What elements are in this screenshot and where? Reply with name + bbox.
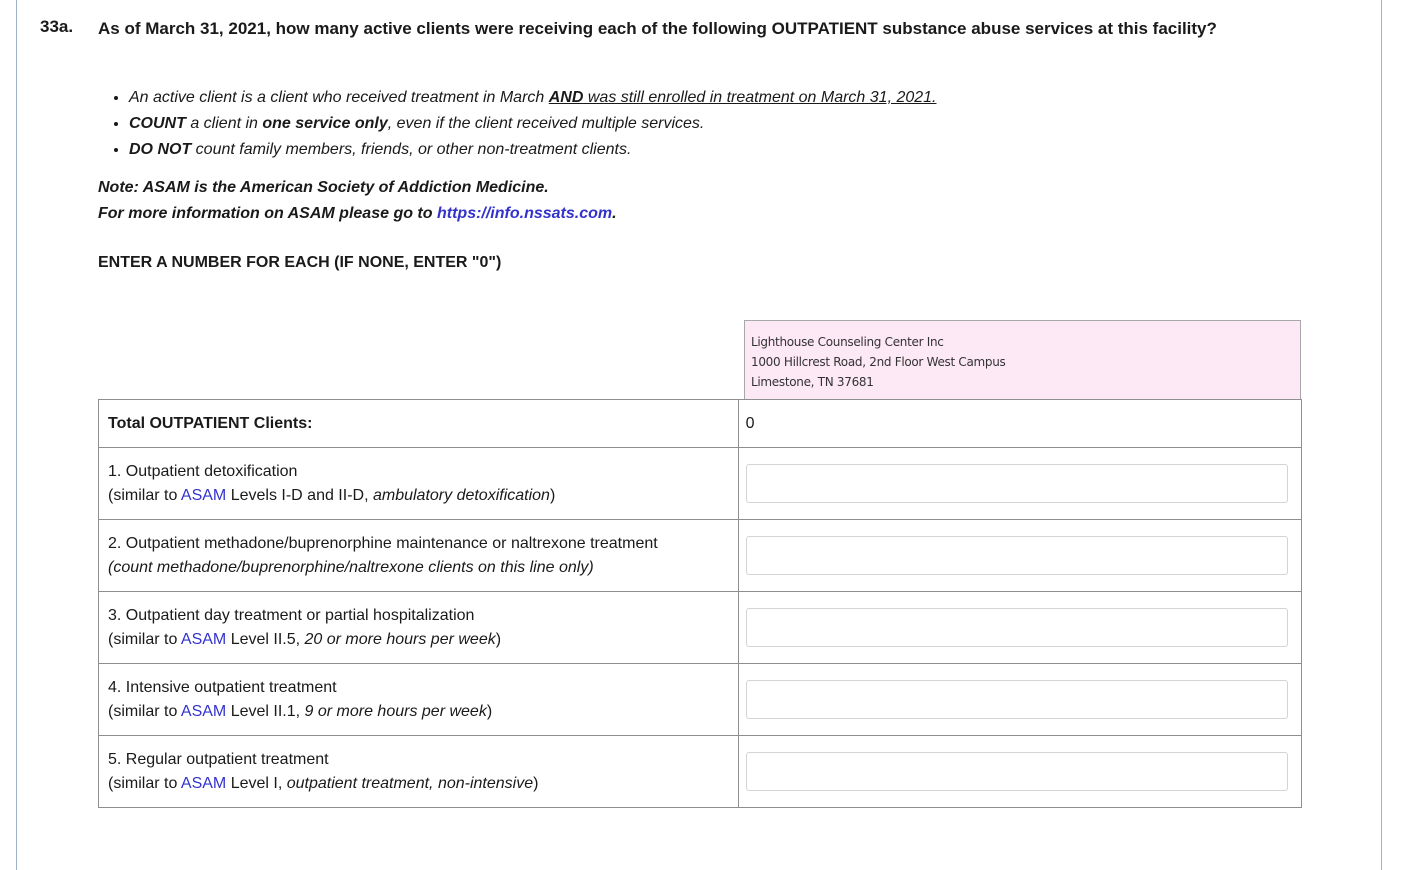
outpatient-maintenance-input[interactable] — [746, 536, 1288, 575]
service-label: 1. Outpatient detoxification — [108, 462, 298, 480]
facility-name: Lighthouse Counseling Center Inc — [751, 335, 944, 349]
service-label: 3. Outpatient day treatment or partial hospitalization — [108, 606, 475, 624]
service-label: 5. Regular outpatient treatment — [108, 750, 329, 768]
service-description: (similar to ASAM Level II.5, 20 or more hours per week) — [108, 630, 502, 648]
instruction-bullets — [108, 85, 937, 163]
total-row — [99, 400, 1302, 448]
intensive-outpatient-input[interactable] — [746, 680, 1288, 719]
question-text: As of March 31, 2021, how many active clients were receiving each of the following OUTPATIENT substance abuse services at this facility? — [98, 19, 1217, 38]
service-description: (similar to ASAM Level II.1, 9 or more hours per week) — [108, 702, 493, 720]
asam-term: ASAM — [180, 486, 227, 504]
facility-city: Limestone, TN 37681 — [751, 375, 874, 389]
asam-term: ASAM — [180, 702, 227, 720]
table-row — [99, 664, 1302, 736]
bullet-do-not-count: • DO NOT count family members, friends, or other non-treatment clients. — [129, 137, 937, 163]
table-row — [99, 520, 1302, 592]
total-value: 0 — [745, 414, 755, 432]
nssats-link[interactable]: https://info.nssats.com — [436, 205, 613, 222]
asam-term: ASAM — [180, 630, 227, 648]
table-row — [99, 736, 1302, 808]
service-label: 4. Intensive outpatient treatment — [108, 678, 337, 696]
outpatient-detox-input[interactable] — [746, 464, 1288, 503]
asam-note: Note: ASAM is the American Society of Addiction Medicine. For more information on ASAM please go to https://info.nssats.com. — [98, 179, 617, 222]
bullet-active-client: • An active client is a client who received treatment in March AND was still enrolled in treatment on March 31, 2021. — [129, 85, 937, 111]
table-row — [99, 448, 1302, 520]
facility-header — [744, 320, 1301, 400]
active-client-definition: AND was still enrolled in treatment on March 31, 2021. — [548, 89, 937, 106]
asam-term: ASAM — [180, 774, 227, 792]
bullet-count-once: • COUNT a client in one service only, even if the client received multiple services. — [129, 111, 937, 137]
entry-instruction: ENTER A NUMBER FOR EACH (IF NONE, ENTER "0") — [98, 254, 502, 271]
service-description: (similar to ASAM Level I, outpatient treatment, non-intensive) — [108, 774, 539, 792]
total-label: Total OUTPATIENT Clients: — [108, 414, 313, 432]
facility-address: 1000 Hillcrest Road, 2nd Floor West Campus — [751, 355, 1006, 369]
regular-outpatient-input[interactable] — [746, 752, 1288, 791]
service-description: (count methadone/buprenorphine/naltrexone clients on this line only) — [108, 558, 594, 576]
question-number: 33a. — [40, 17, 74, 36]
day-treatment-input[interactable] — [746, 608, 1288, 647]
service-description: (similar to ASAM Levels I-D and II-D, ambulatory detoxification) — [108, 486, 556, 504]
outpatient-clients-table — [98, 399, 1302, 808]
service-label: 2. Outpatient methadone/buprenorphine maintenance or naltrexone treatment — [108, 534, 658, 552]
table-row — [99, 592, 1302, 664]
